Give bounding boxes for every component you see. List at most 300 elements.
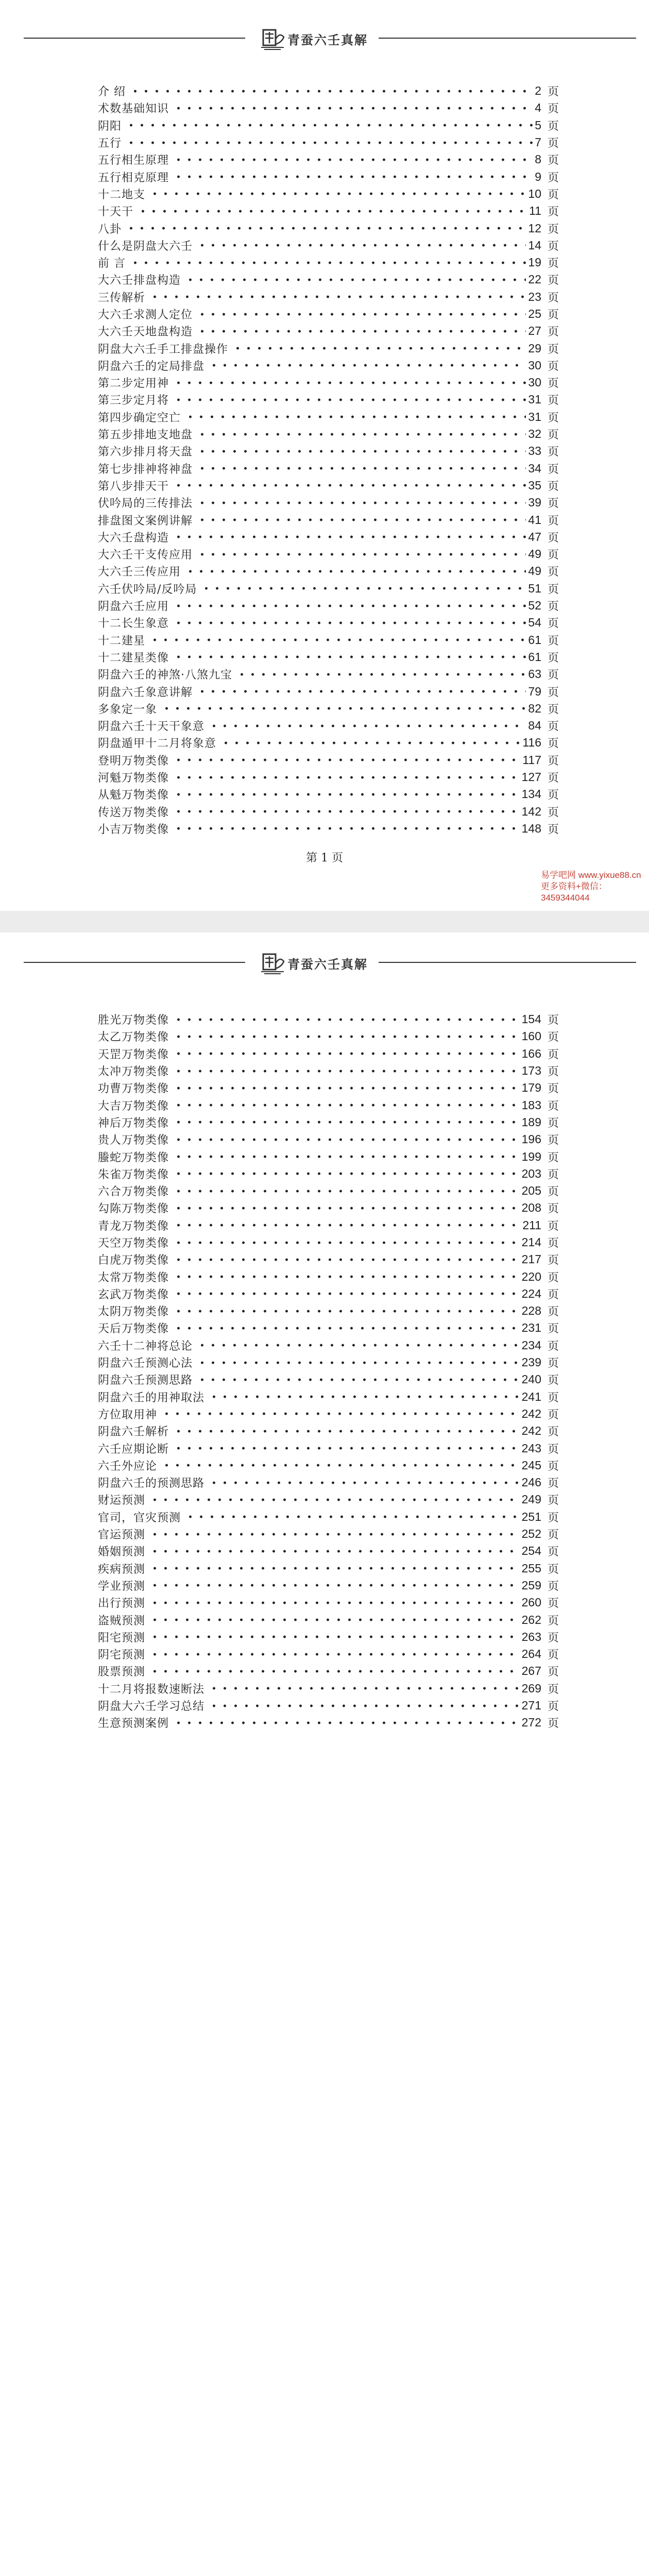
- toc-entry-page: 249: [521, 1493, 541, 1506]
- dot-leader: [173, 107, 533, 110]
- toc-entry-title: 十天干: [98, 206, 134, 219]
- dot-leader: [149, 1601, 520, 1604]
- toc-entry-page: 82: [528, 701, 541, 715]
- toc-entry-title: 五行相生原理: [98, 154, 169, 167]
- toc-entry-title: 阴盘六壬解析: [98, 1426, 169, 1439]
- toc-entry: [98, 1714, 559, 1731]
- toc-entry-title: 十二长生象意: [98, 617, 169, 631]
- toc-entry-unit: 页: [547, 634, 559, 648]
- dot-leader: [197, 450, 526, 453]
- toc-entry: [98, 1302, 559, 1319]
- toc-list-2: [98, 1011, 559, 1731]
- toc-entry-unit: 页: [547, 257, 559, 270]
- toc-entry-page: 214: [521, 1235, 541, 1249]
- toc-entry-title: 生意预测案例: [98, 1717, 169, 1731]
- toc-entry: [98, 597, 559, 614]
- toc-entry: [98, 134, 559, 151]
- toc-entry-unit: 页: [547, 411, 559, 425]
- toc-entry-unit: 页: [547, 309, 559, 321]
- toc-entry: [98, 1629, 559, 1646]
- dot-leader: [173, 1018, 520, 1021]
- toc-entry-title: 白虎万物类像: [98, 1254, 169, 1267]
- dot-leader: [197, 690, 526, 693]
- toc-entry-page: 49: [528, 564, 541, 578]
- toc-entry-page: 173: [521, 1064, 541, 1078]
- toc-entry-unit: 页: [547, 1357, 559, 1370]
- toc-entry-page: 30: [528, 376, 541, 389]
- toc-entry-page: 262: [521, 1613, 541, 1626]
- toc-entry-unit: 页: [547, 360, 559, 373]
- toc-entry: [98, 1354, 559, 1371]
- toc-entry: [98, 1405, 559, 1422]
- toc-entry-page: 7: [535, 135, 541, 149]
- toc-entry-page: 4: [535, 101, 541, 115]
- toc-entry-unit: 页: [547, 1683, 559, 1696]
- toc-entry-title: 阴盘六壬十天干象意: [98, 720, 205, 734]
- toc-entry-unit: 页: [547, 1529, 559, 1542]
- toc-entry-title: 传送万物类像: [98, 806, 169, 819]
- toc-entry: [98, 443, 559, 460]
- toc-entry-unit: 页: [547, 1391, 559, 1404]
- toc-entry-title: 阴盘大六壬手工排盘操作: [98, 343, 229, 356]
- toc-entry: [98, 202, 559, 219]
- toc-entry-page: 179: [521, 1081, 541, 1095]
- toc-page-2: [0, 933, 649, 1767]
- toc-entry-title: 盗贼预测: [98, 1614, 146, 1628]
- toc-entry: [98, 1319, 559, 1336]
- toc-entry: [98, 717, 559, 734]
- toc-entry-title: 阴盘六壬的定局排盘: [98, 360, 205, 373]
- toc-entry-title: 螣蛇万物类像: [98, 1151, 169, 1164]
- dot-leader: [197, 1378, 520, 1381]
- toc-entry-page: 217: [521, 1252, 541, 1266]
- toc-entry: [98, 323, 559, 340]
- toc-entry-title: 五行相克原理: [98, 171, 169, 184]
- dot-leader: [126, 227, 526, 230]
- dot-leader: [173, 1207, 520, 1210]
- dot-leader: [197, 501, 526, 504]
- toc-entry-title: 财运预测: [98, 1494, 146, 1507]
- toc-entry-page: 14: [528, 238, 541, 252]
- page-header: [0, 944, 649, 980]
- watermark-line-1: 易学吧网 www.yixue88.cn: [541, 870, 641, 880]
- dot-leader: [236, 673, 526, 676]
- toc-entry-unit: 页: [547, 703, 559, 716]
- toc-entry-unit: 页: [547, 377, 559, 391]
- toc-entry-unit: 页: [547, 806, 559, 819]
- toc-entry-page: 267: [521, 1664, 541, 1678]
- toc-entry-title: 官司，官灾预测: [98, 1511, 181, 1524]
- dot-leader: [161, 1464, 520, 1467]
- toc-entry-unit: 页: [547, 583, 559, 596]
- toc-entry-unit: 页: [547, 531, 559, 545]
- toc-entry: [98, 477, 559, 494]
- toc-entry-title: 六壬外应论: [98, 1460, 158, 1473]
- toc-entry: [98, 1439, 559, 1456]
- dot-leader: [126, 141, 533, 144]
- toc-entry: [98, 666, 559, 683]
- toc-entry-page: 234: [521, 1338, 541, 1352]
- toc-entry-unit: 页: [547, 497, 559, 511]
- toc-entry-title: 方位取用神: [98, 1408, 158, 1421]
- toc-entry-page: 251: [521, 1510, 541, 1523]
- toc-entry-unit: 页: [547, 1323, 559, 1336]
- dot-leader: [173, 1035, 520, 1038]
- toc-entry-title: 阴盘六壬预测思路: [98, 1374, 193, 1387]
- toc-entry-page: 260: [521, 1596, 541, 1609]
- dot-leader: [173, 1430, 520, 1433]
- toc-entry-title: 十二建星: [98, 634, 146, 648]
- toc-entry-page: 240: [521, 1372, 541, 1386]
- dot-leader: [173, 158, 533, 161]
- header-rule-left: [24, 38, 245, 39]
- toc-entry-title: 大六壬三传应用: [98, 566, 181, 579]
- toc-entry: [98, 1268, 559, 1285]
- toc-entry-title: 阴盘六壬的用神取法: [98, 1391, 205, 1404]
- toc-entry-unit: 页: [547, 1631, 559, 1645]
- toc-entry-page: 211: [522, 1218, 541, 1232]
- dot-leader: [130, 90, 533, 93]
- toc-entry-page: 25: [528, 307, 541, 320]
- toc-entry: [98, 632, 559, 649]
- toc-entry-unit: 页: [547, 1237, 559, 1250]
- toc-entry-page: 84: [528, 719, 541, 733]
- toc-entry: [98, 803, 559, 820]
- toc-entry-title: 阴盘六壬预测心法: [98, 1357, 193, 1370]
- toc-entry-title: 十二地支: [98, 188, 146, 201]
- toc-entry: [98, 426, 559, 443]
- toc-entry-title: 胜光万物类像: [98, 1014, 169, 1027]
- toc-entry-page: 35: [528, 478, 541, 492]
- toc-entry-unit: 页: [547, 1168, 559, 1181]
- dot-leader: [173, 1258, 520, 1261]
- toc-entry: [98, 1474, 559, 1491]
- toc-entry: [98, 82, 559, 99]
- toc-entry-unit: 页: [547, 1202, 559, 1216]
- toc-entry-page: 264: [521, 1647, 541, 1661]
- dot-leader: [185, 415, 526, 418]
- toc-entry-page: 47: [528, 530, 541, 544]
- toc-entry: [98, 1509, 559, 1526]
- toc-entry: [98, 1199, 559, 1216]
- dot-leader: [197, 433, 526, 436]
- toc-entry-title: 三传解析: [98, 291, 146, 304]
- toc-entry-page: 12: [528, 221, 541, 235]
- toc-entry-title: 六壬应期论断: [98, 1443, 169, 1456]
- toc-entry-title: 股票预测: [98, 1666, 146, 1679]
- toc-entry-unit: 页: [547, 669, 559, 682]
- dot-leader: [232, 347, 526, 350]
- watermark-line-2: 更多资料+微信：3459344044: [541, 882, 607, 903]
- toc-entry-unit: 页: [547, 1031, 559, 1044]
- toc-entry-title: 伏吟局的三传排法: [98, 497, 193, 511]
- dot-leader: [149, 1618, 520, 1621]
- toc-entry-page: 199: [521, 1149, 541, 1163]
- dot-leader: [173, 1275, 520, 1278]
- toc-entry: [98, 1251, 559, 1268]
- dot-leader: [173, 1721, 520, 1724]
- toc-entry-page: 272: [521, 1716, 541, 1730]
- toc-entry-page: 142: [521, 804, 541, 818]
- dot-leader: [173, 535, 526, 538]
- page-header: [0, 20, 649, 56]
- toc-entry-title: 多象定一象: [98, 703, 158, 716]
- toc-entry-unit: 页: [547, 326, 559, 339]
- toc-entry-page: 228: [521, 1304, 541, 1318]
- toc-entry-title: 官运预测: [98, 1529, 146, 1542]
- dot-leader: [173, 1310, 520, 1313]
- dot-leader: [173, 776, 520, 779]
- toc-entry-unit: 页: [547, 154, 559, 167]
- toc-entry-title: 第五步排地支地盘: [98, 429, 193, 442]
- toc-entry: [98, 254, 559, 271]
- dot-leader: [209, 1704, 520, 1707]
- toc-entry-page: 51: [528, 581, 541, 595]
- toc-entry-title: 婚姻预测: [98, 1546, 146, 1559]
- toc-entry-title: 朱雀万物类像: [98, 1168, 169, 1181]
- toc-entry-page: 39: [528, 496, 541, 510]
- toc-entry-title: 登明万物类像: [98, 754, 169, 768]
- toc-entry-unit: 页: [547, 1460, 559, 1473]
- toc-entry: [98, 580, 559, 597]
- toc-entry-unit: 页: [547, 429, 559, 442]
- dot-leader: [197, 330, 526, 333]
- dot-leader: [197, 1344, 520, 1347]
- dot-leader: [209, 1481, 520, 1484]
- toc-entry-page: 61: [528, 633, 541, 647]
- dot-leader: [173, 1087, 520, 1090]
- page-number: 第 1 页: [306, 852, 343, 865]
- toc-entry-page: 116: [522, 736, 541, 750]
- header-title: 青蚕六壬真解: [287, 32, 368, 47]
- toc-entry: [98, 1560, 559, 1577]
- dot-leader: [149, 638, 526, 641]
- toc-entry-unit: 页: [547, 617, 559, 631]
- toc-entry: [98, 1165, 559, 1182]
- toc-entry-title: 阴盘六壬象意讲解: [98, 686, 193, 699]
- toc-entry-title: 阴盘六壬的神煞·八煞九宝: [98, 669, 232, 682]
- toc-entry-unit: 页: [547, 1065, 559, 1079]
- toc-entry-title: 天空万物类像: [98, 1237, 169, 1250]
- toc-entry: [98, 1062, 559, 1079]
- dot-leader: [173, 1172, 520, 1175]
- toc-entry-title: 阴盘遁甲十二月将象意: [98, 737, 217, 751]
- toc-entry-unit: 页: [547, 1306, 559, 1319]
- dot-leader: [197, 244, 526, 247]
- toc-entry: [98, 357, 559, 374]
- toc-entry-title: 八卦: [98, 223, 122, 236]
- dot-leader: [173, 1155, 520, 1158]
- dot-leader: [173, 1104, 520, 1107]
- toc-entry-page: 32: [528, 427, 541, 441]
- dot-leader: [149, 1635, 520, 1638]
- toc-entry-unit: 页: [547, 600, 559, 614]
- dot-leader: [173, 1241, 520, 1244]
- toc-entry: [98, 1543, 559, 1560]
- toc-entry-title: 青龙万物类像: [98, 1219, 169, 1233]
- toc-entry-page: 31: [528, 410, 541, 423]
- toc-entry-title: 十二月将报数速断法: [98, 1683, 205, 1696]
- toc-entry-title: 第七步排神将神盘: [98, 463, 193, 476]
- toc-entry-unit: 页: [547, 1494, 559, 1507]
- dot-leader: [173, 758, 520, 761]
- dot-leader: [149, 1567, 520, 1570]
- toc-entry-title: 六合万物类像: [98, 1185, 169, 1199]
- toc-entry: [98, 546, 559, 563]
- toc-entry-unit: 页: [547, 274, 559, 287]
- toc-entry-title: 十二建星类像: [98, 651, 169, 665]
- dot-leader: [173, 1327, 520, 1330]
- toc-entry-page: 27: [528, 324, 541, 338]
- toc-entry: [98, 786, 559, 803]
- toc-entry: [98, 99, 559, 116]
- dot-leader: [149, 192, 526, 195]
- watermark-text: [541, 870, 649, 904]
- header-title: 青蚕六壬真解: [287, 957, 368, 972]
- toc-entry: [98, 1079, 559, 1096]
- toc-entry-unit: 页: [547, 754, 559, 768]
- toc-entry-page: 231: [521, 1321, 541, 1335]
- toc-entry: [98, 614, 559, 631]
- toc-entry-title: 神后万物类像: [98, 1116, 169, 1130]
- toc-entry-page: 5: [535, 118, 541, 132]
- dot-leader: [173, 1224, 520, 1227]
- toc-entry-unit: 页: [547, 823, 559, 836]
- toc-entry-page: 239: [521, 1355, 541, 1369]
- toc-entry-title: 大六壬干支传应用: [98, 549, 193, 562]
- toc-entry-unit: 页: [547, 1254, 559, 1267]
- toc-entry-title: 第四步确定空亡: [98, 411, 181, 425]
- toc-entry-page: 245: [521, 1458, 541, 1472]
- toc-entry-page: 61: [528, 650, 541, 664]
- toc-entry-unit: 页: [547, 1580, 559, 1593]
- toc-entry-title: 第二步定用神: [98, 377, 169, 391]
- toc-entry-unit: 页: [547, 1408, 559, 1421]
- toc-entry-page: 166: [521, 1046, 541, 1060]
- toc-entry-title: 排盘图文案例讲解: [98, 514, 193, 528]
- toc-entry-title: 贵人万物类像: [98, 1134, 169, 1147]
- toc-entry: [98, 649, 559, 666]
- dot-leader: [149, 1498, 520, 1501]
- toc-entry-page: 79: [528, 684, 541, 698]
- dot-leader: [173, 1447, 520, 1450]
- dot-leader: [220, 741, 520, 744]
- toc-entry-page: 255: [521, 1561, 541, 1575]
- toc-entry-page: 183: [521, 1098, 541, 1112]
- toc-entry-title: 大六壬天地盘构造: [98, 326, 193, 339]
- toc-entry: [98, 1611, 559, 1628]
- toc-entry-page: 243: [521, 1441, 541, 1455]
- dot-leader: [149, 1670, 520, 1673]
- toc-entry-title: 什么是阴盘大六壬: [98, 240, 193, 253]
- toc-entry: [98, 683, 559, 700]
- toc-entry-page: 23: [528, 290, 541, 303]
- toc-entry-unit: 页: [547, 720, 559, 734]
- toc-entry: [98, 1491, 559, 1508]
- toc-entry-page: 160: [521, 1029, 541, 1043]
- toc-entry-unit: 页: [547, 137, 559, 150]
- toc-entry-unit: 页: [547, 291, 559, 304]
- book-logo-icon: [260, 948, 285, 976]
- dot-leader: [197, 313, 526, 316]
- toc-entry: [98, 1594, 559, 1611]
- toc-entry: [98, 1457, 559, 1474]
- dot-leader: [209, 1687, 520, 1690]
- toc-page-1: [0, 0, 649, 911]
- toc-entry: [98, 306, 559, 323]
- toc-entry-title: 疾病预测: [98, 1563, 146, 1576]
- toc-entry-unit: 页: [547, 1082, 559, 1096]
- toc-entry-title: 太乙万物类像: [98, 1031, 169, 1044]
- toc-entry: [98, 1114, 559, 1131]
- toc-entry-title: 大六壬排盘构造: [98, 274, 181, 287]
- toc-entry: [98, 1148, 559, 1165]
- toc-entry-title: 出行预测: [98, 1597, 146, 1611]
- toc-entry-page: 41: [528, 513, 541, 527]
- dot-leader: [173, 381, 526, 384]
- toc-entry-title: 阴盘六壬的预测思路: [98, 1477, 205, 1490]
- toc-entry-page: 189: [521, 1115, 541, 1129]
- toc-entry: [98, 1285, 559, 1302]
- toc-entry-page: 31: [528, 393, 541, 406]
- header-rule-right: [379, 962, 636, 963]
- dot-leader: [173, 175, 533, 178]
- toc-entry-unit: 页: [547, 789, 559, 802]
- toc-entry-title: 天后万物类像: [98, 1323, 169, 1336]
- toc-entry: [98, 734, 559, 751]
- toc-entry-unit: 页: [547, 514, 559, 528]
- toc-entry-title: 阴阳: [98, 120, 122, 133]
- toc-entry: [98, 1045, 559, 1062]
- dot-leader: [197, 1361, 520, 1364]
- toc-entry: [98, 1131, 559, 1148]
- toc-entry-unit: 页: [547, 120, 559, 133]
- toc-entry-page: 34: [528, 461, 541, 475]
- dot-leader: [185, 278, 526, 281]
- toc-entry-title: 勾陈万物类像: [98, 1202, 169, 1216]
- dot-leader: [149, 1653, 520, 1656]
- toc-entry-page: 271: [521, 1699, 541, 1713]
- toc-entry-unit: 页: [547, 651, 559, 665]
- toc-entry: [98, 1680, 559, 1697]
- toc-entry-title: 前 言: [98, 257, 126, 270]
- toc-entry-unit: 页: [547, 1717, 559, 1731]
- toc-entry-title: 天罡万物类像: [98, 1048, 169, 1061]
- toc-entry: [98, 1234, 559, 1251]
- dot-leader: [173, 1070, 520, 1073]
- toc-entry-page: 208: [521, 1201, 541, 1215]
- toc-entry-unit: 页: [547, 1099, 559, 1113]
- toc-entry-title: 河魁万物类像: [98, 772, 169, 785]
- toc-entry: [98, 151, 559, 168]
- toc-entry-page: 196: [521, 1132, 541, 1146]
- toc-list-1: [98, 82, 559, 837]
- toc-entry: [98, 1663, 559, 1680]
- toc-entry-title: 第八步排天干: [98, 480, 169, 493]
- toc-entry-title: 六壬伏吟局/反吟局: [98, 583, 197, 596]
- toc-entry-unit: 页: [547, 343, 559, 356]
- toc-entry-page: 9: [535, 170, 541, 183]
- toc-entry-title: 阴盘大六壬学习总结: [98, 1700, 205, 1714]
- toc-entry-page: 10: [528, 187, 541, 200]
- dot-leader: [173, 1292, 520, 1295]
- header-rule-left: [24, 962, 245, 963]
- toc-entry-page: 241: [521, 1389, 541, 1403]
- toc-entry-unit: 页: [547, 1048, 559, 1061]
- toc-entry-unit: 页: [547, 103, 559, 116]
- toc-entry: [98, 1646, 559, 1663]
- toc-entry-unit: 页: [547, 463, 559, 476]
